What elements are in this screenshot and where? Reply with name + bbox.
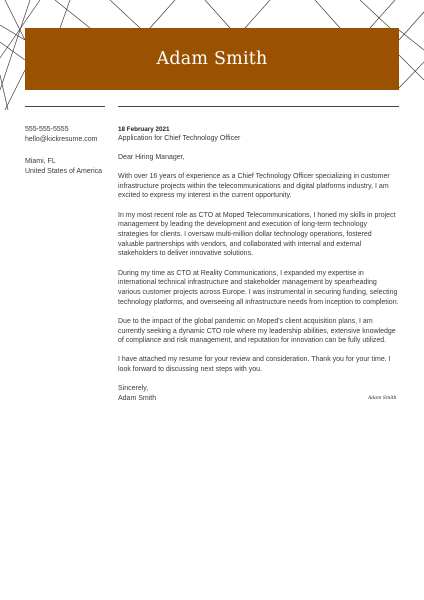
letter-paragraph: I have attached my resume for your review and consideration. Thank you for your time. I look forward to discussing next steps with you. bbox=[118, 356, 391, 374]
city: Miami, FL bbox=[25, 158, 56, 165]
header-banner bbox=[25, 28, 399, 90]
letter-paragraph: Due to the impact of the global pandemic on Moped's client acquisition plans, I am currently seeking a dynamic CTO role where my leadership abilities, extensive knowledge of compliance and risk management, and reputation for innovation can be fully utilized. bbox=[118, 317, 396, 345]
letter-closing: Sincerely, bbox=[118, 385, 149, 393]
handwritten-signature: Adam Smith bbox=[368, 396, 397, 401]
spacer bbox=[25, 145, 110, 157]
country: United States of America bbox=[25, 168, 103, 175]
letter-date: 18 February 2021 bbox=[118, 126, 170, 133]
applicant-name: Adam Smith bbox=[156, 49, 268, 69]
sidebar-divider bbox=[25, 106, 105, 107]
main-divider bbox=[118, 106, 399, 107]
email-address: hello@kickresume.com bbox=[25, 136, 98, 143]
letter-signer: Adam Smith bbox=[118, 395, 157, 403]
letter-paragraph: During my time as CTO at Reality Communications, I expanded my expertise in international technical infrastructure and stakeholder management by spearheading various customer projects across Europe. I was instrumental in securing funding, selecting technology platforms, and overseeing all infrastructure needs from inception to completion. bbox=[118, 269, 399, 306]
letter-body bbox=[118, 125, 399, 404]
contact-sidebar bbox=[25, 125, 110, 177]
letter-greeting: Dear Hiring Manager, bbox=[118, 153, 185, 161]
letter-paragraph: With over 16 years of experience as a Chief Technology Officer specializing in customer infrastructure projects within the telecommunications and digital platforms industry, I am excited to express my interest in the current opportunity. bbox=[118, 172, 390, 200]
phone-number: 555-555-5555 bbox=[25, 126, 69, 133]
letter-subject: Application for Chief Technology Officer bbox=[118, 135, 241, 142]
letter-paragraph: In my most recent role as CTO at Moped Telecommunications, I honed my skills in project management by leading the development and execution of long-term technology strategies for clients. I oversaw multi-million dollar technology operations, fostered valuable partnerships with vendors, and collaborated with internal and external stakeholders to deliver innovative solutions. bbox=[118, 211, 396, 258]
